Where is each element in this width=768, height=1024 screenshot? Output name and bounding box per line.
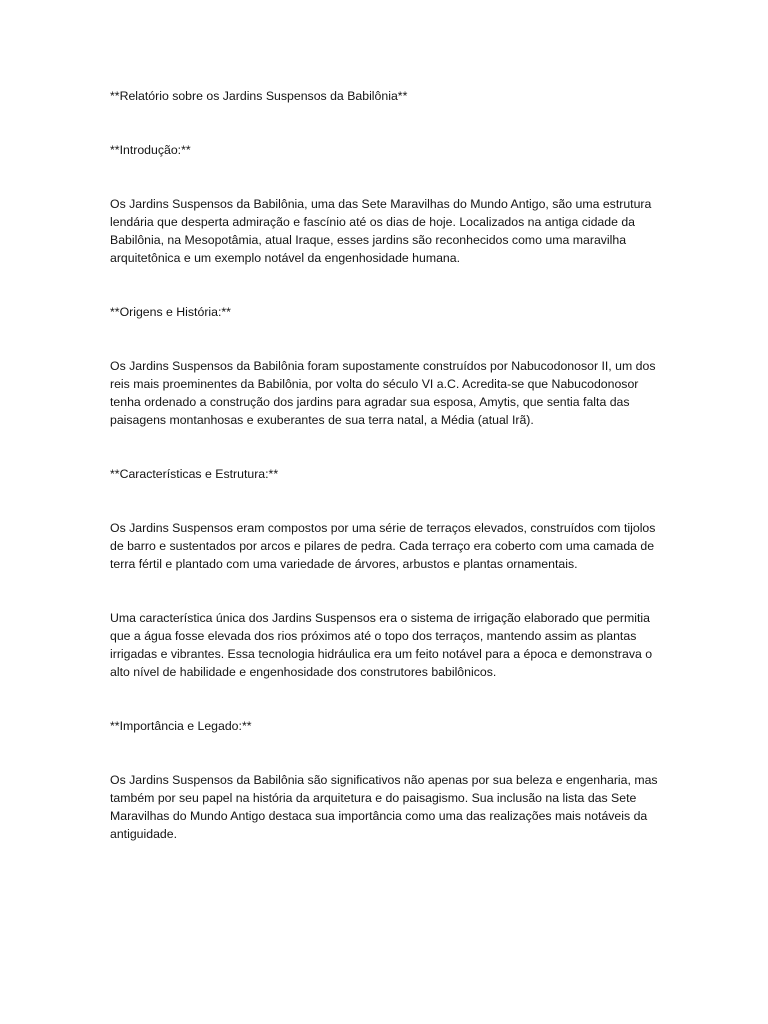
paragraph-importancia: Os Jardins Suspensos da Babilônia são significativos não apenas por sua beleza e engenharia, mas também por seu papel na história da arquitetura e do paisagismo. Sua inclusão na lista das Sete Maravilhas do Mundo Antigo destaca sua importância como uma das realizações mais notáveis da antiguidade. [110, 773, 658, 841]
paragraph-origens: Os Jardins Suspensos da Babilônia foram supostamente construídos por Nabucodonosor II, um dos reis mais proeminentes da Babilônia, por volta do século VI a.C. Acredita-se que Nabucodonosor tenha ordenado a construção dos jardins para agradar sua esposa, Amytis, que sentia falta das paisagens montanhosas e exuberantes de sua terra natal, a Média (atual Irã). [110, 359, 656, 427]
spacer [110, 429, 670, 465]
paragraph-introducao: Os Jardins Suspensos da Babilônia, uma das Sete Maravilhas do Mundo Antigo, são uma estrutura lendária que desperta admiração e fascínio até os dias de hoje. Localizados na antiga cidade da Babilônia, na Mesopotâmia, atual Iraque, esses jardins são reconhecidos como uma maravilha arquitetônica e um exemplo notável da engenhosidade humana. [110, 197, 652, 265]
spacer [110, 159, 670, 195]
spacer [110, 483, 670, 519]
paragraph-caracteristicas-2: Uma característica única dos Jardins Suspensos era o sistema de irrigação elaborado que permitia que a água fosse elevada dos rios próximos até o topo dos terraços, mantendo assim as plantas irrigadas e vibrantes. Essa tecnologia hidráulica era um feito notável para a época e demonstrava o alto nível de habilidade e engenhosidade dos construtores babilônicos. [110, 611, 653, 679]
section-heading-importancia: **Importância e Legado:** [110, 719, 252, 733]
spacer [110, 735, 670, 771]
spacer [110, 321, 670, 357]
section-heading-caracteristicas: **Características e Estrutura:** [110, 467, 279, 481]
document-body [110, 87, 670, 843]
section-heading-introducao: **Introdução:** [110, 143, 191, 157]
document-title: **Relatório sobre os Jardins Suspensos da Babilônia** [110, 89, 408, 103]
spacer [110, 105, 670, 141]
spacer [110, 681, 670, 717]
paragraph-caracteristicas-1: Os Jardins Suspensos eram compostos por uma série de terraços elevados, construídos com tijolos de barro e sustentados por arcos e pilares de pedra. Cada terraço era coberto com uma camada de terra fértil e plantado com uma variedade de árvores, arbustos e plantas ornamentais. [110, 521, 656, 571]
spacer [110, 573, 670, 609]
section-heading-origens: **Origens e História:** [110, 305, 231, 319]
spacer [110, 267, 670, 303]
